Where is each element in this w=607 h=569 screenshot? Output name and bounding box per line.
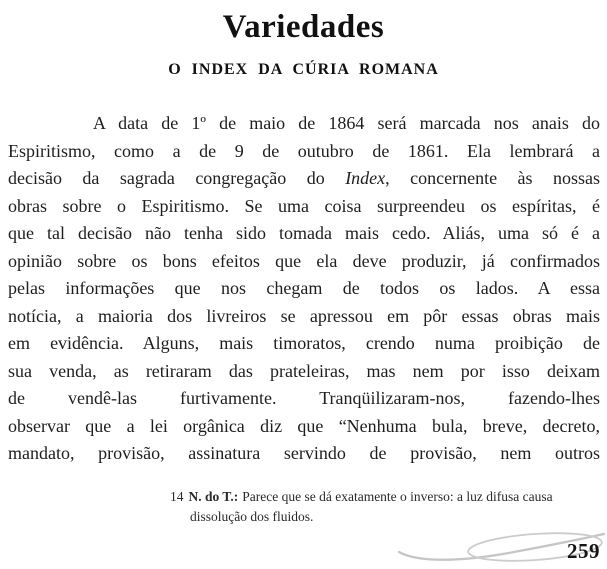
body-line: observar que a lei orgânica diz que “Nenhuma bula, breve, decreto, <box>8 415 600 436</box>
footnote-text: Parece que se dá exatamente o inverso: a luz difusa causa <box>242 489 553 504</box>
body-line: obras sobre o Espiritismo. Se uma coisa surpreendeu os espíritas, é <box>8 195 600 216</box>
body-line: em evidência. Alguns, mais timoratos, crendo numa proibição de <box>8 333 600 353</box>
page-number: 259 <box>567 539 600 563</box>
body-line: opinião sobre os bons efeitos que ela deve produzir, já confirmados <box>8 250 600 271</box>
body-line: A data de 1º de maio de 1864 será marcada nos anais do <box>93 113 600 133</box>
body-line: mandato, provisão, assinatura servindo de provisão, nem outros <box>8 443 600 463</box>
footnote-line: dissolução dos fluidos. <box>190 508 314 524</box>
footnote-label: N. do T.: <box>188 489 239 504</box>
body-paragraph <box>8 110 600 468</box>
section-heading: O INDEX DA CÚRIA ROMANA <box>168 61 439 78</box>
body-line-text: , concernente às nossas <box>385 168 600 188</box>
body-line: sua venda, as retiraram das prateleiras, mas nem por isso deixam <box>8 360 600 381</box>
footnote-marker: 14 <box>170 489 184 504</box>
body-line: de vendê-las furtivamente. Tranqüilizaram-nos, fazendo-lhes <box>8 388 600 408</box>
body-line-text: decisão da sagrada congregação do <box>8 168 346 188</box>
footnote-line <box>170 487 591 507</box>
body-line <box>8 165 600 193</box>
page-title: Variedades <box>222 9 385 45</box>
italic-term: Index <box>345 168 386 188</box>
page-footer-ornament <box>395 526 607 566</box>
body-line: notícia, a maioria dos livreiros se apressou em pôr essas obras mais <box>8 305 600 326</box>
body-line: pelas informações que nos chegam de todos os lados. A essa <box>8 278 600 298</box>
footnote <box>170 487 591 526</box>
body-line: Espiritismo, como a de 9 de outubro de 1861. Ela lembrará a <box>8 140 600 161</box>
body-line: que tal decisão não tenha sido tomada mais cedo. Aliás, uma só é a <box>8 223 600 243</box>
